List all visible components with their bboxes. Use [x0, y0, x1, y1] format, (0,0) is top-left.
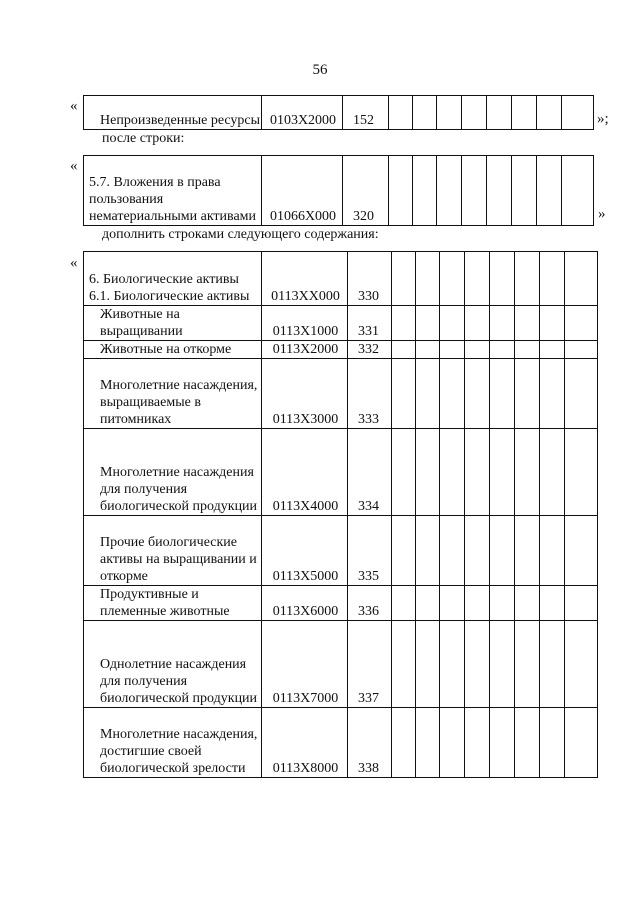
open-quote: «	[70, 158, 78, 174]
row-line-number: 333	[348, 359, 392, 429]
empty-cell	[515, 359, 540, 429]
empty-cell	[515, 516, 540, 586]
row-name: 6. Биологические активы 6.1. Биологические активы	[84, 252, 262, 306]
empty-cell	[416, 359, 440, 429]
row-name: 5.7. Вложения в права пользования нематериальными активами	[84, 156, 262, 226]
empty-cell	[565, 429, 598, 516]
table-row	[84, 621, 598, 708]
empty-cell	[515, 621, 540, 708]
empty-cell	[490, 516, 515, 586]
empty-cell	[392, 252, 416, 306]
empty-cell	[565, 516, 598, 586]
empty-cell	[440, 621, 465, 708]
empty-cell	[565, 341, 598, 359]
row-code: 01066Х000	[262, 156, 343, 226]
table-row	[84, 306, 598, 341]
row-name: Непроизведенные ресурсы	[84, 96, 262, 130]
row-line-number: 336	[348, 586, 392, 621]
close-quote: »	[598, 206, 606, 222]
empty-cell	[440, 306, 465, 341]
row-code: 0113Х3000	[262, 359, 348, 429]
empty-cell	[392, 306, 416, 341]
empty-cell	[437, 156, 462, 226]
empty-cell	[490, 359, 515, 429]
empty-cell	[540, 359, 565, 429]
table-row	[84, 586, 598, 621]
row-code: 0113ХХ000	[262, 252, 348, 306]
row-name: Животные на выращивании	[84, 306, 262, 341]
empty-cell	[490, 586, 515, 621]
empty-cell	[487, 156, 512, 226]
empty-cell	[462, 156, 487, 226]
text-add-rows: дополнить строками следующего содержания:	[102, 227, 379, 242]
row-code: 0113Х1000	[262, 306, 348, 341]
empty-cell	[540, 429, 565, 516]
empty-cell	[416, 708, 440, 778]
empty-cell	[440, 341, 465, 359]
empty-cell	[537, 96, 562, 130]
empty-cell	[565, 306, 598, 341]
empty-cell	[490, 621, 515, 708]
row-line-number: 331	[348, 306, 392, 341]
empty-cell	[565, 359, 598, 429]
empty-cell	[540, 252, 565, 306]
empty-cell	[540, 516, 565, 586]
row-line-number: 152	[343, 96, 389, 130]
empty-cell	[465, 341, 490, 359]
row-line-number: 338	[348, 708, 392, 778]
table-block-2	[83, 155, 594, 226]
empty-cell	[565, 252, 598, 306]
empty-cell	[440, 586, 465, 621]
empty-cell	[392, 359, 416, 429]
close-quote: »;	[597, 111, 609, 127]
empty-cell	[465, 621, 490, 708]
empty-cell	[540, 341, 565, 359]
empty-cell	[389, 96, 413, 130]
empty-cell	[565, 586, 598, 621]
empty-cell	[490, 252, 515, 306]
row-name: Многолетние насаждения, выращиваемые в питомниках	[84, 359, 262, 429]
empty-cell	[465, 586, 490, 621]
table-row	[84, 708, 598, 778]
table-row	[84, 96, 594, 130]
empty-cell	[515, 306, 540, 341]
row-line-number: 335	[348, 516, 392, 586]
empty-cell	[437, 96, 462, 130]
row-name: Многолетние насаждения, достигшие своей биологической зрелости	[84, 708, 262, 778]
empty-cell	[440, 252, 465, 306]
empty-cell	[540, 586, 565, 621]
empty-cell	[392, 429, 416, 516]
row-code: 0113Х4000	[262, 429, 348, 516]
empty-cell	[465, 516, 490, 586]
row-line-number: 330	[348, 252, 392, 306]
empty-cell	[540, 306, 565, 341]
row-code: 0113Х5000	[262, 516, 348, 586]
table-row	[84, 359, 598, 429]
empty-cell	[392, 516, 416, 586]
row-name: Продуктивные и племенные животные	[84, 586, 262, 621]
empty-cell	[490, 341, 515, 359]
empty-cell	[512, 156, 537, 226]
empty-cell	[465, 708, 490, 778]
empty-cell	[392, 586, 416, 621]
empty-cell	[465, 252, 490, 306]
empty-cell	[392, 708, 416, 778]
empty-cell	[440, 708, 465, 778]
table-row	[84, 252, 598, 306]
row-code: 0113Х6000	[262, 586, 348, 621]
row-name: Животные на откорме	[84, 341, 262, 359]
empty-cell	[392, 341, 416, 359]
row-name: Однолетние насаждения для получения биологической продукции	[84, 621, 262, 708]
empty-cell	[487, 96, 512, 130]
empty-cell	[565, 708, 598, 778]
empty-cell	[392, 621, 416, 708]
row-code: 0113Х8000	[262, 708, 348, 778]
table-block-1	[83, 95, 594, 130]
row-code: 0103Х2000	[262, 96, 343, 130]
empty-cell	[540, 621, 565, 708]
empty-cell	[440, 429, 465, 516]
empty-cell	[416, 429, 440, 516]
empty-cell	[462, 96, 487, 130]
table-row	[84, 516, 598, 586]
table-row	[84, 156, 594, 226]
empty-cell	[562, 156, 594, 226]
empty-cell	[416, 341, 440, 359]
empty-cell	[416, 621, 440, 708]
empty-cell	[440, 516, 465, 586]
empty-cell	[465, 359, 490, 429]
empty-cell	[490, 708, 515, 778]
empty-cell	[389, 156, 413, 226]
empty-cell	[416, 516, 440, 586]
empty-cell	[465, 429, 490, 516]
page-number: 56	[312, 62, 328, 78]
empty-cell	[562, 96, 594, 130]
table-row	[84, 429, 598, 516]
empty-cell	[515, 586, 540, 621]
open-quote: «	[70, 98, 78, 114]
empty-cell	[416, 586, 440, 621]
empty-cell	[515, 429, 540, 516]
row-name: Многолетние насаждения для получения биологической продукции	[84, 429, 262, 516]
text-after-row: после строки:	[102, 131, 185, 146]
row-line-number: 337	[348, 621, 392, 708]
table-row	[84, 341, 598, 359]
row-code: 0113Х7000	[262, 621, 348, 708]
empty-cell	[512, 96, 537, 130]
empty-cell	[515, 708, 540, 778]
row-line-number: 332	[348, 341, 392, 359]
row-name: Прочие биологические активы на выращивании и откорме	[84, 516, 262, 586]
empty-cell	[540, 708, 565, 778]
empty-cell	[490, 306, 515, 341]
table-block-3	[83, 251, 598, 778]
empty-cell	[565, 621, 598, 708]
empty-cell	[440, 359, 465, 429]
empty-cell	[465, 306, 490, 341]
empty-cell	[413, 96, 437, 130]
empty-cell	[413, 156, 437, 226]
empty-cell	[515, 252, 540, 306]
empty-cell	[537, 156, 562, 226]
empty-cell	[515, 341, 540, 359]
empty-cell	[490, 429, 515, 516]
empty-cell	[416, 252, 440, 306]
row-line-number: 320	[343, 156, 389, 226]
empty-cell	[416, 306, 440, 341]
row-code: 0113Х2000	[262, 341, 348, 359]
row-line-number: 334	[348, 429, 392, 516]
open-quote: «	[70, 255, 78, 271]
